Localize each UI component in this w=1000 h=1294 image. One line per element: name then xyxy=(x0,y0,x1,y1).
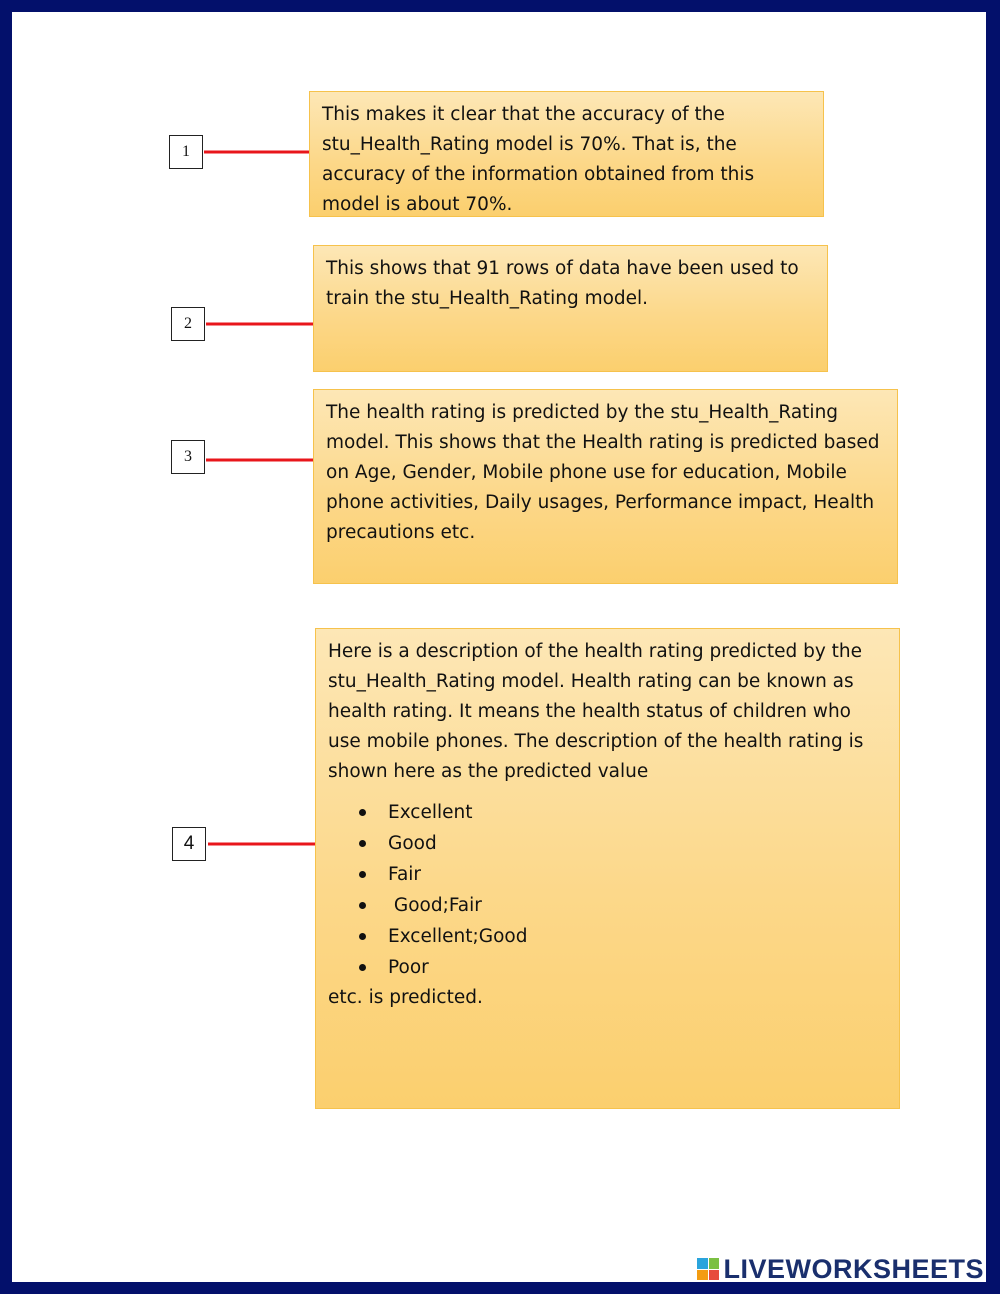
note-box-2 xyxy=(313,245,828,372)
health-rating-list xyxy=(328,797,887,983)
number-box-4: 4 xyxy=(172,827,206,861)
number-box-3: 3 xyxy=(171,440,205,474)
note-box-1 xyxy=(309,91,824,217)
note-box-3 xyxy=(313,389,898,584)
note-text-3: The health rating is predicted by the stu_Health_Rating model. This shows that the Health rating is predicted based on Age, Gender, Mobile phone use for education, Mobile phone activities, Daily usages, Performance impact, Health precautions etc. xyxy=(326,402,880,543)
number-box-2: 2 xyxy=(171,307,205,341)
note-trailing-text: etc. is predicted. xyxy=(328,987,483,1008)
note-text-1: This makes it clear that the accuracy of the stu_Health_Rating model is 70%. That is, the accuracy of the information obtained from this model is about 70%. xyxy=(322,104,755,215)
arrow-2 xyxy=(206,318,328,330)
number-box-1: 1 xyxy=(169,135,203,169)
list-item: Poor xyxy=(358,952,887,983)
note-text-2: This shows that 91 rows of data have been used to train the stu_Health_Rating model. xyxy=(326,258,799,309)
list-item: Good xyxy=(358,828,887,859)
list-item: Excellent xyxy=(358,797,887,828)
note-text-4: Here is a description of the health rating predicted by the stu_Health_Rating model. Health rating can be known as health rating. It means the health status of children who use mobile phones. The description of the health rating is shown here as the predicted value xyxy=(328,641,864,782)
list-item: Good;Fair xyxy=(358,890,887,921)
liveworksheets-brand xyxy=(697,1253,984,1284)
arrow-3 xyxy=(206,454,328,466)
note-box-4 xyxy=(315,628,900,1109)
list-item: Fair xyxy=(358,859,887,890)
arrow-1 xyxy=(204,146,326,158)
brand-name: LIVEWORKSHEETS xyxy=(723,1253,984,1284)
list-item: Excellent;Good xyxy=(358,921,887,952)
liveworksheets-logo-icon xyxy=(697,1258,719,1280)
arrow-4 xyxy=(208,838,330,850)
